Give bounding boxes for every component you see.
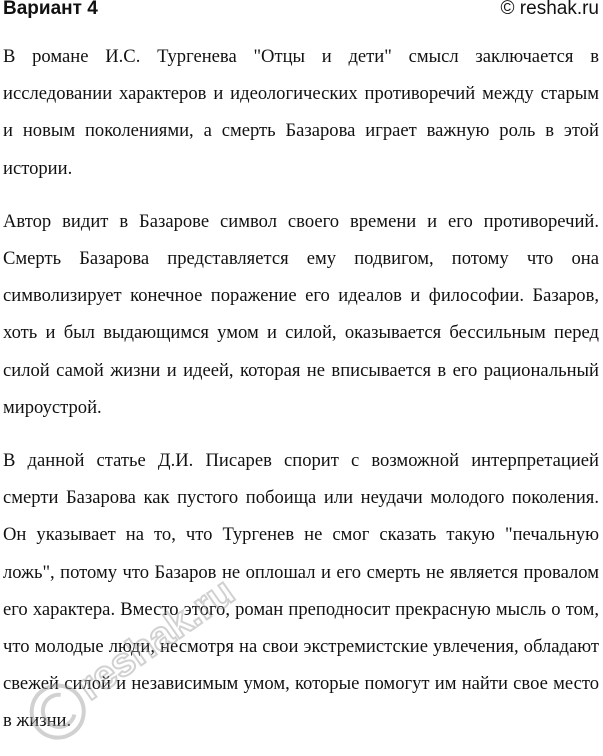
variant-title: Вариант 4 [3,0,98,19]
paragraph-1: В романе И.С. Тургенева "Отцы и дети" смысл заключается в исследовании характеров и идеологических противоречий между старым и новым поколениями, а смерть Базарова играет важную роль в этой истории. [3,46,599,179]
paragraph-3: В данной статье Д.И. Писарев спорит с возможной интерпретацией смерти Базарова как пустого побоища или неудачи молодого поколения. Он указывает на то, что Тургенев не смог сказать такую "печальную ложь", потому что Базаров не оплошал и его смерть не является провалом его характера. Вместо этого, роман преподносит прекрасную мысль о том, что молодые люди, несмотря на свои экстремистские увлечения, обладают свежей силой и независимым умом, которые помогут им найти свое место в жизни. [3,450,599,732]
paragraph-2: Автор видит в Базарове символ своего времени и его противоречий. Смерть Базарова представляется ему подвигом, потому что она символизирует конечное поражение его идеалов и философии. Базаров, хоть и был выдающимся умом и силой, оказывается бессильным перед силой самой жизни и идеей, которая не вписывается в его рациональный мироустрой. [3,210,599,418]
watermark-text: reshak.ru [69,569,243,709]
essay-body [3,38,599,756]
page-header [0,0,603,26]
copyright-label: © reshak.ru [500,0,599,19]
